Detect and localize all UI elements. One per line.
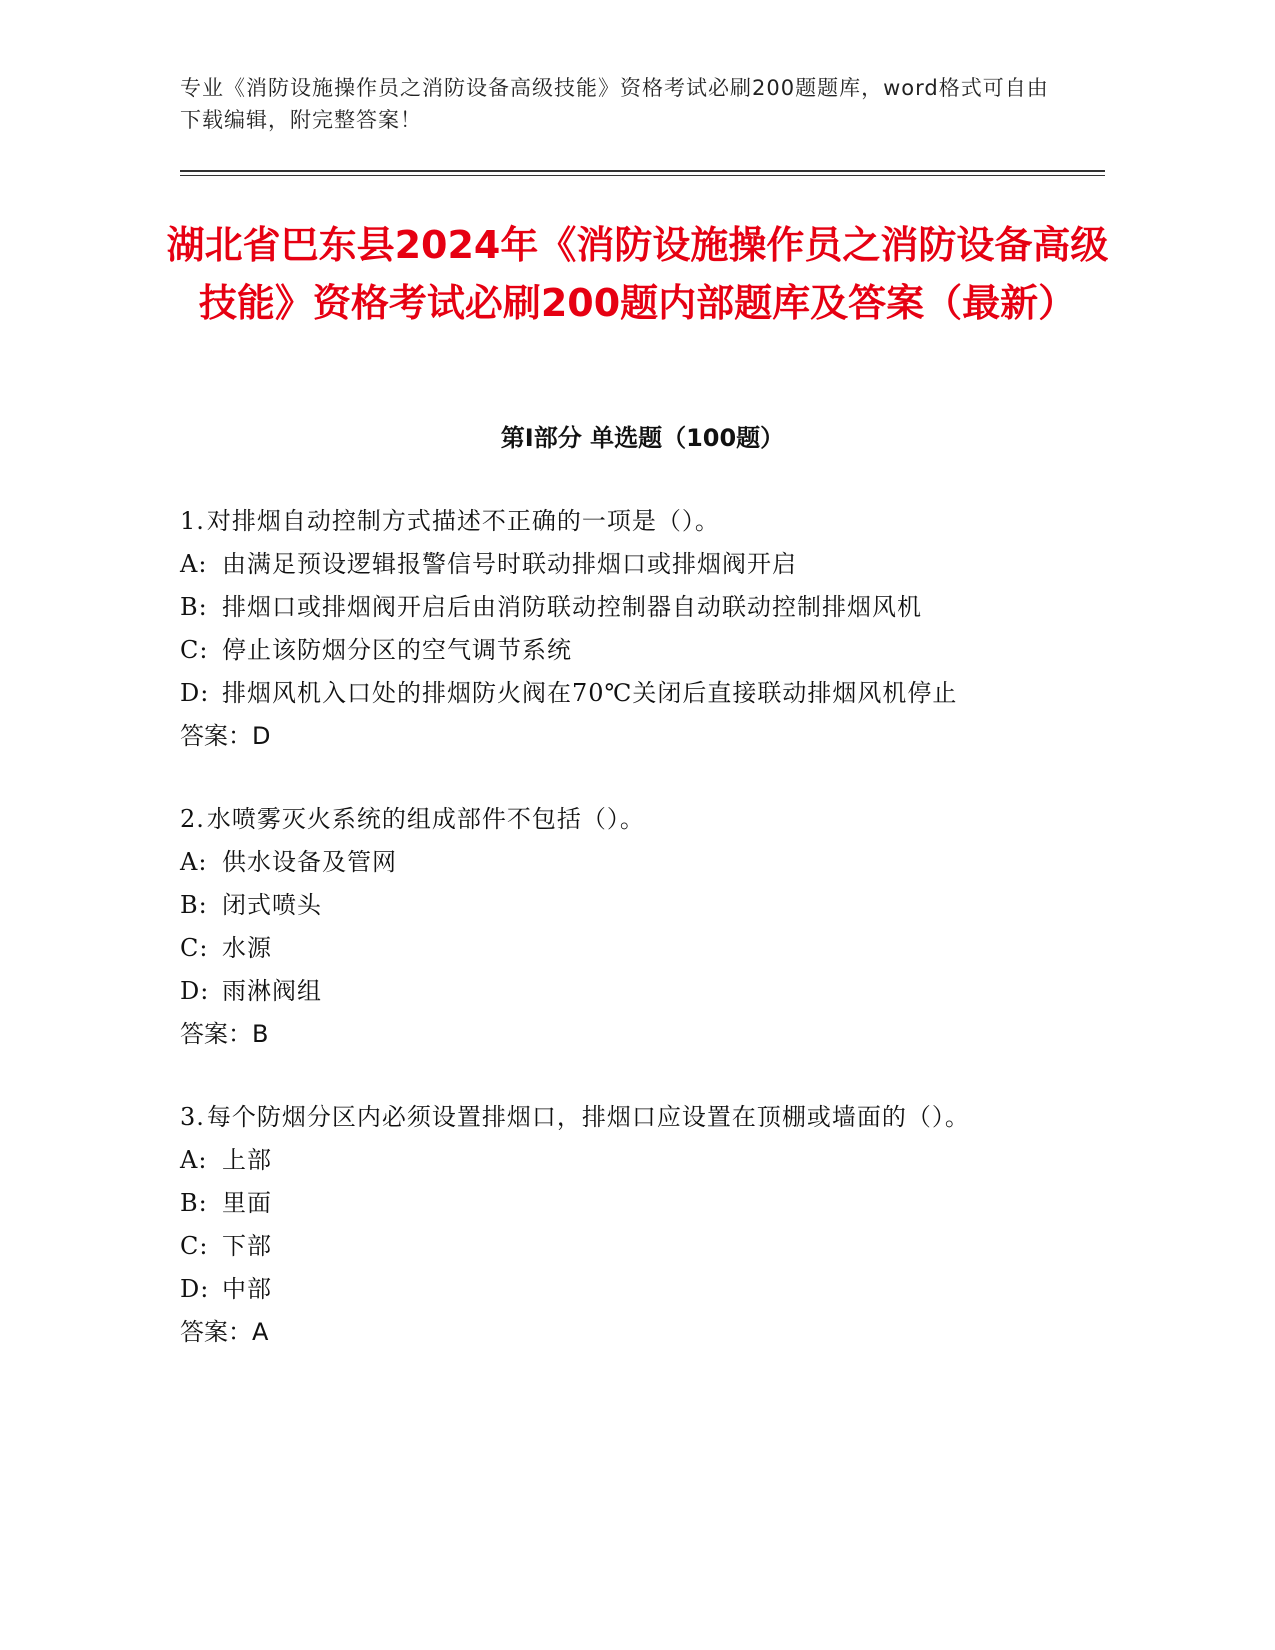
- question-stem: [180, 798, 1050, 841]
- question-number: 2.: [180, 805, 205, 833]
- option-letter: A:: [180, 1146, 208, 1174]
- option-letter: D:: [180, 679, 210, 707]
- header-note: 专业《消防设施操作员之消防设备高级技能》资格考试必刷200题题库，word格式可自由下载编辑，附完整答案！: [180, 76, 1049, 132]
- document-title: 湖北省巴东县2024年《消防设施操作员之消防设备高级技能》资格考试必刷200题内部题库及答案（最新）: [166, 223, 1109, 325]
- option-c: [180, 927, 1050, 970]
- option-c: [180, 629, 1050, 672]
- question-3: [180, 1096, 1050, 1354]
- option-letter: B:: [180, 1189, 208, 1217]
- question-list: [180, 500, 1050, 1394]
- option-text: 由满足预设逻辑报警信号时联动排烟口或排烟阀开启: [222, 550, 797, 578]
- answer-line: [180, 1013, 1050, 1056]
- answer-value: A: [252, 1318, 269, 1346]
- header-rule-thick: [180, 170, 1105, 172]
- option-a: [180, 1139, 1050, 1182]
- option-c: [180, 1225, 1050, 1268]
- option-d: [180, 672, 1050, 715]
- option-letter: B:: [180, 891, 208, 919]
- option-letter: A:: [180, 848, 208, 876]
- question-stem: [180, 1096, 1050, 1139]
- option-d: [180, 970, 1050, 1013]
- option-b: [180, 884, 1050, 927]
- option-b: [180, 1182, 1050, 1225]
- question-text: 对排烟自动控制方式描述不正确的一项是（）。: [206, 507, 720, 535]
- option-letter: C:: [180, 934, 209, 962]
- question-2: [180, 798, 1050, 1056]
- option-a: [180, 841, 1050, 884]
- option-letter: A:: [180, 550, 208, 578]
- option-b: [180, 586, 1050, 629]
- option-text: 下部: [222, 1232, 272, 1260]
- option-text: 上部: [222, 1146, 272, 1174]
- option-text: 排烟口或排烟阀开启后由消防联动控制器自动联动控制排烟风机: [222, 593, 922, 621]
- option-text: 水源: [222, 934, 272, 962]
- question-number: 1.: [180, 507, 205, 535]
- option-letter: D:: [180, 977, 210, 1005]
- section-title: 第I部分 单选题（100题）: [500, 424, 785, 452]
- option-letter: C:: [180, 1232, 209, 1260]
- question-text: 每个防烟分区内必须设置排烟口，排烟口应设置在顶棚或墙面的（）。: [206, 1103, 970, 1131]
- option-text: 闭式喷头: [222, 891, 322, 919]
- option-a: [180, 543, 1050, 586]
- question-text: 水喷雾灭火系统的组成部件不包括（）。: [206, 805, 645, 833]
- answer-label: 答案：: [180, 1020, 252, 1048]
- answer-value: D: [252, 722, 271, 750]
- option-text: 雨淋阀组: [222, 977, 322, 1005]
- option-letter: C:: [180, 636, 209, 664]
- answer-line: [180, 715, 1050, 758]
- option-text: 中部: [222, 1275, 272, 1303]
- option-letter: B:: [180, 593, 208, 621]
- question-stem: [180, 500, 1050, 543]
- option-text: 排烟风机入口处的排烟防火阀在70℃关闭后直接联动排烟风机停止: [222, 679, 958, 707]
- header-rule-thin: [180, 175, 1105, 176]
- answer-line: [180, 1311, 1050, 1354]
- option-text: 供水设备及管网: [222, 848, 397, 876]
- option-text: 停止该防烟分区的空气调节系统: [222, 636, 572, 664]
- option-text: 里面: [222, 1189, 272, 1217]
- question-number: 3.: [180, 1103, 205, 1131]
- answer-label: 答案：: [180, 1318, 252, 1346]
- option-d: [180, 1268, 1050, 1311]
- option-letter: D:: [180, 1275, 210, 1303]
- question-1: [180, 500, 1050, 758]
- answer-label: 答案：: [180, 722, 252, 750]
- answer-value: B: [252, 1020, 269, 1048]
